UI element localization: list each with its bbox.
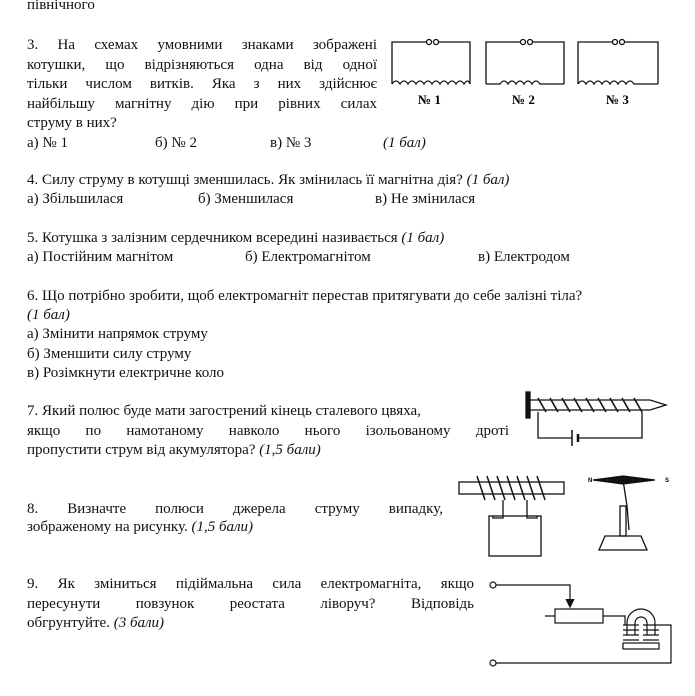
q8-line-2: зображеному на рисунку. (1,5 бали)	[27, 519, 254, 535]
coils-figure	[388, 32, 678, 112]
q6-option-c: в) Розімкнути електричне коло	[27, 365, 224, 381]
electromagnet-needle-figure	[455, 470, 690, 570]
q7-line-2: якщо по намотаному навколо нього ізольованому дроті	[27, 423, 509, 439]
q8-points: (1,5 бали)	[191, 519, 254, 535]
q3-line-1: 3. На схемах умовними знаками зображені	[27, 37, 377, 53]
terminal-bottom	[490, 660, 496, 666]
armature	[623, 643, 659, 649]
q3-line-5: струму в них?	[27, 115, 117, 131]
q5-option-c: в) Електродом	[478, 249, 570, 265]
needle-label-s: S	[665, 478, 670, 484]
coil-3-winding	[578, 81, 658, 84]
q3-points: (1 бал)	[383, 135, 426, 151]
q6-option-a: а) Змінити напрямок струму	[27, 326, 208, 342]
horseshoe-core	[627, 609, 655, 635]
q4-option-c: в) Не змінилася	[375, 191, 476, 207]
coil-label-3: № 3	[606, 92, 629, 107]
q4-question: 4. Силу струму в котушці зменшилась. Як змінилась її магнітна дія? (1 бал)	[27, 172, 510, 188]
q7-points: (1,5 бали)	[259, 442, 321, 458]
q9-line-2: пересунути повзунок реостата ліворуч? Відповідь	[27, 596, 474, 612]
coil-1-winding	[392, 81, 470, 84]
q6-question: 6. Що потрібно зробити, щоб електромагніт перестав притягувати до себе залізні тіла?	[27, 288, 583, 304]
q9-line-1: 9. Як зміниться підіймальна сила електромагніта, якщо	[27, 576, 474, 592]
needle-stand-base	[599, 536, 647, 550]
q9-points: (3 бали)	[113, 615, 165, 631]
q8-line-1: 8. Визначте полюси джерела струму випадку,	[27, 501, 443, 517]
q9-line-3: обгрунтуйте. (3 бали)	[27, 615, 165, 631]
q3-line-4: найбільшу магнітну дію при рівних силах	[27, 96, 377, 112]
terminal-top	[490, 582, 496, 588]
q7-line-3: пропустити струм від акумулятора? (1,5 бали)	[27, 442, 321, 458]
nail-figure	[520, 388, 670, 450]
q5-question: 5. Котушка з залізним сердечником всередині називається (1 бал)	[27, 230, 445, 246]
coil-label-1: № 1	[418, 92, 441, 107]
top-fragment: північного	[27, 0, 95, 13]
q5-option-a: а) Постійним магнітом	[27, 249, 174, 265]
electromagnet-coil	[477, 476, 545, 500]
q3-option-c: в) № 3	[270, 135, 312, 151]
magnetic-needle	[593, 476, 655, 484]
horseshoe-coil	[623, 625, 659, 640]
rheostat-electromagnet-figure	[485, 575, 685, 675]
coil-label-2: № 2	[512, 92, 535, 107]
rheostat	[555, 609, 603, 623]
q6-points: (1 бал)	[27, 307, 70, 323]
q4-points: (1 бал)	[466, 172, 510, 188]
q4-option-b: б) Зменшилася	[198, 191, 294, 207]
current-source-box	[489, 516, 541, 556]
q5-points: (1 бал)	[401, 230, 445, 246]
q5-option-b: б) Електромагнітом	[245, 249, 371, 265]
coil-2-winding	[486, 81, 564, 84]
q3-option-b: б) № 2	[155, 135, 197, 151]
q7-line-1: 7. Який полюс буде мати загострений кінець сталевого цвяха,	[27, 403, 421, 419]
q3-line-2: котушки, що відрізняються одна від одної	[27, 57, 377, 73]
needle-label-n: N	[588, 478, 593, 484]
q3-line-3: тільки числом витків. Яка з них здійснює	[27, 76, 377, 92]
q3-option-a: а) № 1	[27, 135, 68, 151]
q6-option-b: б) Зменшити силу струму	[27, 346, 192, 362]
q4-option-a: а) Збільшилася	[27, 191, 124, 207]
